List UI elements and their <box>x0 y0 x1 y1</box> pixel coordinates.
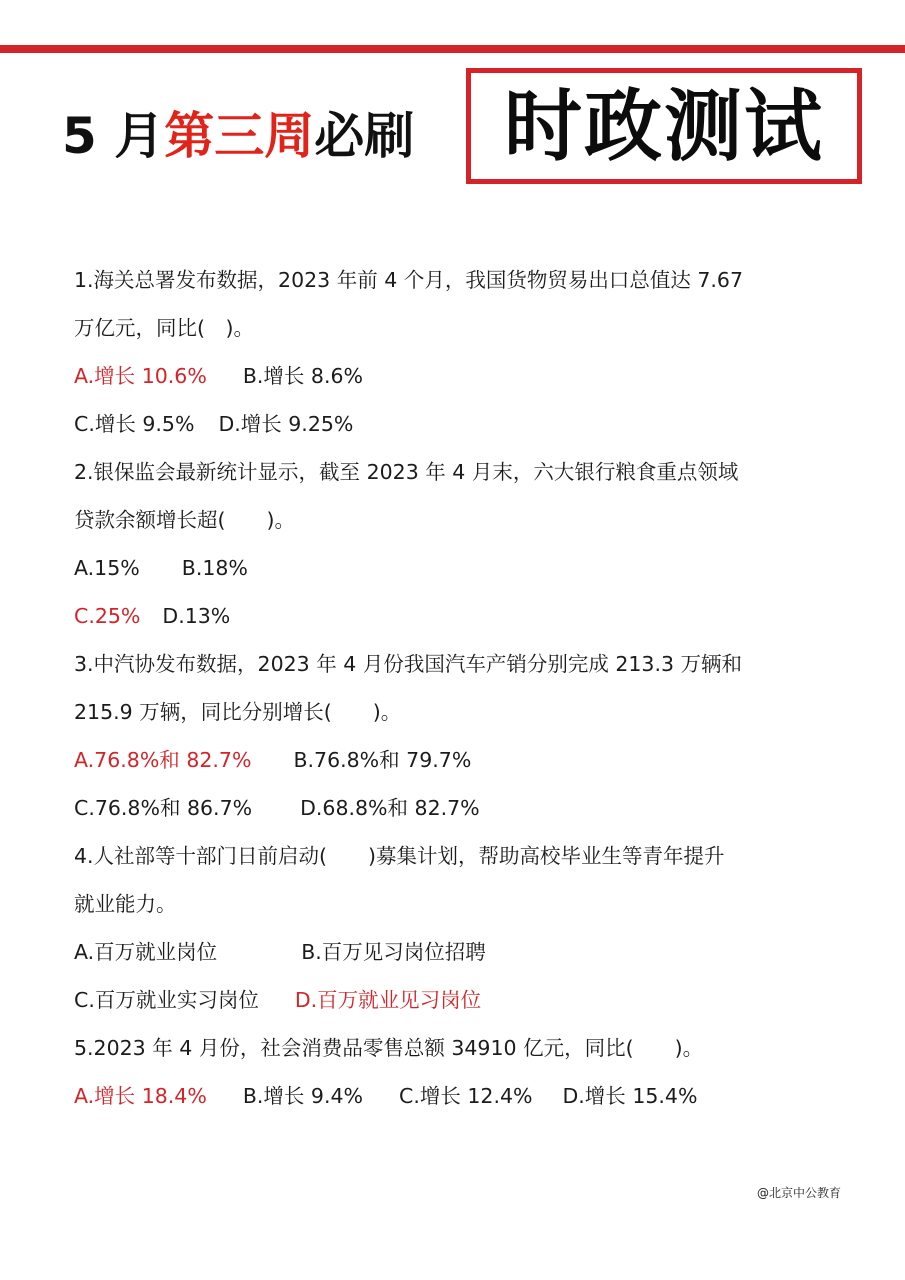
header-boxed-title <box>466 68 862 184</box>
option-a: A.15% <box>74 556 140 580</box>
option-d: D.增长 15.4% <box>562 1084 698 1108</box>
option-b: B.76.8%和 79.7% <box>293 748 472 772</box>
quiz-content <box>74 256 844 1120</box>
option-d: D.13% <box>162 604 231 628</box>
question-text-line: 贷款余额增长超( )。 <box>74 508 295 532</box>
question-text-line: 就业能力。 <box>74 892 177 916</box>
option-d: D.68.8%和 82.7% <box>300 796 480 820</box>
option-d: D.增长 9.25% <box>218 412 354 436</box>
option-b: B.增长 9.4% <box>242 1084 364 1108</box>
question-text-line: 1.海关总署发布数据，2023 年前 4 个月，我国货物贸易出口总值达 7.67 <box>74 268 743 292</box>
header-month: 5 月 <box>62 107 165 165</box>
option-c: C.增长 9.5% <box>74 412 195 436</box>
question-text-line: 3.中汽协发布数据，2023 年 4 月份我国汽车产销分别完成 213.3 万辆和 <box>74 652 743 676</box>
option-b: B.百万见习岗位招聘 <box>301 940 486 964</box>
question-1 <box>74 256 844 448</box>
option-c: C.增长 12.4% <box>399 1084 533 1108</box>
footer-credit: @北京中公教育 <box>756 1186 841 1200</box>
option-row <box>74 784 844 832</box>
option-c: C.76.8%和 86.7% <box>74 796 253 820</box>
option-row <box>74 400 844 448</box>
option-row <box>74 544 844 592</box>
option-d-correct: D.百万就业见习岗位 <box>294 988 482 1012</box>
option-a: A.百万就业岗位 <box>74 940 218 964</box>
page-header <box>62 68 872 192</box>
question-text-line: 2.银保监会最新统计显示，截至 2023 年 4 月末，六大银行粮食重点领域 <box>74 460 739 484</box>
option-row <box>74 928 844 976</box>
header-week: 第三周 <box>164 107 315 165</box>
question-text-line: 4.人社部等十部门日前启动( )募集计划，帮助高校毕业生等青年提升 <box>74 844 725 868</box>
header-must: 必刷 <box>314 107 415 165</box>
option-row <box>74 1072 844 1120</box>
option-b: B.增长 8.6% <box>242 364 364 388</box>
option-c-correct: C.25% <box>74 604 141 628</box>
option-row <box>74 976 844 1024</box>
question-4 <box>74 832 844 1024</box>
question-3 <box>74 640 844 832</box>
question-text-line: 5.2023 年 4 月份，社会消费品零售总额 34910 亿元，同比( )。 <box>74 1036 704 1060</box>
header-title <box>62 106 414 166</box>
option-row <box>74 352 844 400</box>
option-b: B.18% <box>181 556 248 580</box>
option-row <box>74 592 844 640</box>
option-c: C.百万就业实习岗位 <box>74 988 259 1012</box>
option-a-correct: A.76.8%和 82.7% <box>74 748 252 772</box>
question-5 <box>74 1024 844 1120</box>
question-text-line: 万亿元，同比( )。 <box>74 316 254 340</box>
question-text-line: 215.9 万辆，同比分别增长( )。 <box>74 700 402 724</box>
option-a-correct: A.增长 10.6% <box>74 364 207 388</box>
top-red-rule <box>0 45 905 53</box>
header-box-text: 时政测试 <box>503 82 824 172</box>
option-row <box>74 736 844 784</box>
question-2 <box>74 448 844 640</box>
option-a-correct: A.增长 18.4% <box>74 1084 207 1108</box>
